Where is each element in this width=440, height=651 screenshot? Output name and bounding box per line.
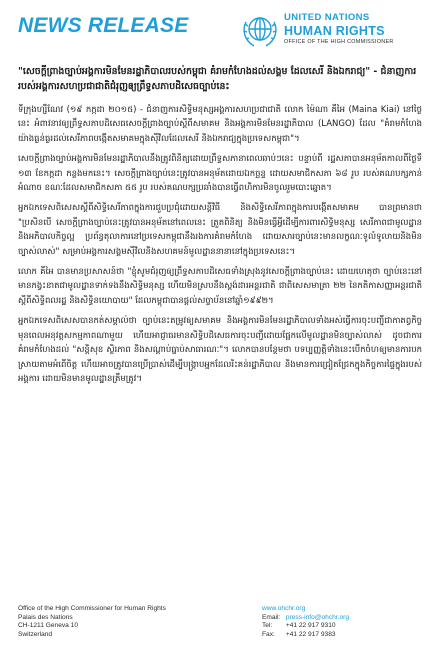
email-link[interactable]: press-info@ohchr.org	[285, 613, 349, 621]
un-human-rights-logo	[240, 8, 426, 52]
news-release-title: NEWS RELEASE	[18, 14, 189, 37]
tel-number: +41 22 917 9310	[285, 622, 336, 630]
paragraph-5: អ្នកឯកទេសពិសេសបានកត់សម្គាល់ថា ច្បាប់នេះតម្រូវឲ្យសមាគម និងអង្គការមិនមែនរដ្ឋាភិបាលទាំងអស់ធ្វើការចុះបញ្ជីជាកាតព្វកិច្ច មុនពេលអនុវត្តសកម្មភាពណាមួយ ហើយអាជ្ញាធរមានសិទ្ធិបដិសេធការចុះបញ្ជីដោយផ្អែកលើមូលដ្ឋានមិនច្បាស់លាស់ ដូចជាការគំរាមកំហែងដល់ "សន្តិសុខ ស្ថិរភាព និងសណ្ដាប់ធ្នាប់សាធារណៈ"។ លោកបានបន្ថែមថា បទប្បញ្ញត្តិទាំងនេះបើកចំហឲ្យមានការបកស្រាយតាមអំពើចិត្ត ហើយអាចត្រូវបានប្រើប្រាស់ដើម្បីបង្ក្រាបអ្នកដែលរិះគន់រដ្ឋាភិបាល និងមានការជ្រៀតជ្រែកក្នុងកិច្ចការផ្ទៃក្នុងរបស់អង្គការ ដោយមិនមានមូលដ្ឋានត្រឹមត្រូវ។	[18, 316, 422, 384]
header	[18, 6, 426, 58]
tel-label: Tel:	[262, 622, 273, 630]
paragraph-3: អ្នកឯកទេសពិសេសស្ដីពីសិទ្ធិសេរីភាពក្នុងការជួបប្រជុំដោយសន្តិវិធី និងសិទ្ធិសេរីភាពក្នុងការបង្កើតសមាគម បានព្រមានថា "ប្រសិនបើ សេចក្ដីព្រាងច្បាប់នេះត្រូវបានអនុម័តនៅពេលនេះ ត្រួតពិនិត្យ និងមិនធ្វើអ្វីដើម្បីការពារសិទ្ធិមនុស្ស សេរីភាពជាមូលដ្ឋាន និងអភិបាលកិច្ចល្អ ប្រព័ន្ធតុលាការនៅប្រទេសកម្ពុជានឹងរងការគំរាមកំហែង ដោយសារច្បាប់នេះមានលក្ខណៈទូលំទូលាយនិងមិនច្បាស់លាស់" សម្រាប់អង្គការសង្គមស៊ីវិលនិងសហគមន៍មូលដ្ឋាននានានៅក្នុងប្រទេសនេះ។	[18, 203, 422, 257]
paragraph-1: ទីក្រុងហ្សឺណែវ (១៩ កក្កដា ២០១៥) - ជំនាញការសិទ្ធិមនុស្សអង្គការសហប្រជាជាតិ លោក ម៉ៃណា គីអៃ (Maina Kiai) នៅថ្ងៃនេះ អំពាវនាវឲ្យព្រឹទ្ធសភាបដិសេធសេចក្ដីព្រាងច្បាប់ស្ដីពីសមាគម និងអង្គការមិនមែនរដ្ឋាភិបាល (LANGO) ដែល "គំរាមកំហែងយ៉ាងធ្ងន់ធ្ងរដល់សេរីភាពបង្កើតសមាគមក្នុងស៊ីវិលដែលសេរី និងឯករាជ្យក្នុងប្រទេសកម្ពុជា"។	[18, 105, 422, 144]
fax-label: Fax:	[262, 630, 275, 638]
un-emblem-icon	[240, 10, 280, 50]
org-name-line2: HUMAN RIGHTS	[284, 24, 385, 38]
office-address	[18, 605, 166, 639]
paragraph-2: សេចក្ដីព្រាងច្បាប់អង្គការមិនមែនរដ្ឋាភិបាលនឹងត្រូវពិនិត្យដោយព្រឹទ្ធសភានាពេលឆាប់ៗនេះ បន្ទាប់ពី រដ្ឋសភាបានអនុម័តកាលពីថ្ងៃទី ១៣ ខែកក្កដា កន្លងមកនេះ។ សេចក្ដីព្រាងច្បាប់នេះត្រូវបានអនុម័តដោយឯកច្ឆន្ទ ដោយសមាជិកសភា ៦៨ រូប របស់គណបក្សកាន់អំណាច ខណៈដែលសមាជិកសភា ៥៥ រូប របស់គណបក្សប្រឆាំងបានធ្វើពហិការមិនចូលរួមបោះឆ្នោត។	[18, 154, 422, 194]
address-line-1: Palais des Nations	[18, 613, 73, 621]
footer	[18, 605, 422, 647]
org-name-line3: OFFICE OF THE HIGH COMMISSIONER	[284, 39, 394, 45]
org-name-line1: UNITED NATIONS	[284, 12, 370, 23]
fax-number: +41 22 917 9383	[285, 630, 336, 638]
contact-info	[262, 605, 349, 639]
headline: "សេចក្ដីព្រាងច្បាប់អង្គការមិនមែនរដ្ឋាភិបាលរបស់កម្ពុជា គំរាមកំហែងដល់សង្គម ដែលសេរី និងឯករាជ្យ" - ជំនាញការរបស់អង្គការសហប្រជាជាតិជំរុញឲ្យព្រឹទ្ធសភាបដិសេធច្បាប់នេះ	[18, 66, 417, 92]
office-name: Office of the High Commissioner for Human Rights	[18, 605, 166, 612]
address-country: Switzerland	[18, 630, 53, 638]
address-line-2: CH-1211 Geneva 10	[18, 622, 78, 630]
release-body	[18, 64, 422, 392]
paragraph-4: លោក គីអៃ បានមានប្រសាសន៍ថា "ខ្ញុំសូមជំរុញឲ្យព្រឹទ្ធសភាបដិសេធទាំងស្រុងនូវសេចក្ដីព្រាងច្បាប់នេះ ដោយហេតុថា ច្បាប់នេះនៅមានកង្វះខាតជាមូលដ្ឋានទាក់ទងនឹងសិទ្ធិមនុស្ស ហើយមិនស្របនឹងស្តង់ដារអន្តរជាតិ ជាពិសេសមាត្រា ២២ នៃកតិកាសញ្ញាអន្តរជាតិស្ដីពីសិទ្ធិពលរដ្ឋ និងសិទ្ធិនយោបាយ" ដែលកម្ពុជាបានផ្ដល់សច្ចាប័ននៅឆ្នាំ១៩៩២។	[18, 267, 422, 306]
email-label: Email:	[262, 613, 281, 621]
website-link[interactable]: www.ohchr.org	[262, 605, 306, 612]
